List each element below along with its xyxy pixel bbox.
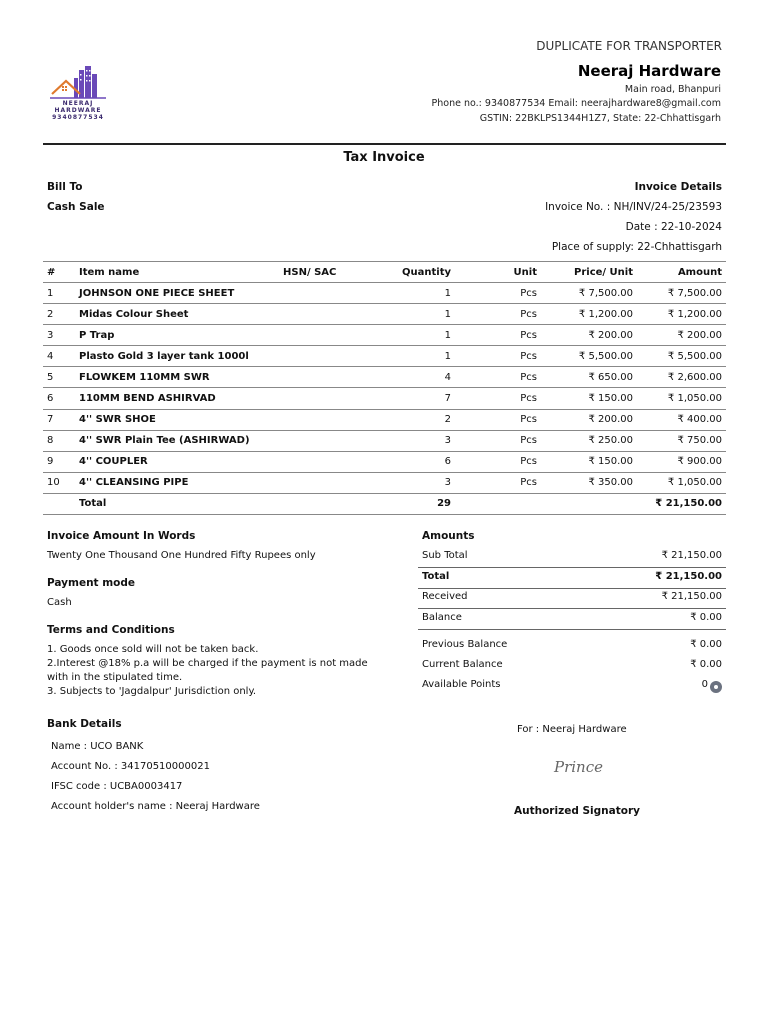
col-header-hsn: HSN/ SAC bbox=[279, 262, 359, 283]
row-quantity: 1 bbox=[359, 283, 455, 304]
col-header-amount: Amount bbox=[637, 262, 726, 283]
amount-words: Twenty One Thousand One Hundred Fifty Rupees only bbox=[47, 550, 316, 561]
company-gstin: GSTIN: 22BKLPS1344H1Z7, State: 22-Chhattisgarh bbox=[479, 113, 721, 124]
row-unit: Pcs bbox=[455, 283, 541, 304]
row-amount: ₹ 400.00 bbox=[637, 409, 726, 430]
bill-to-label: Bill To bbox=[47, 181, 83, 193]
row-quantity: 1 bbox=[359, 304, 455, 325]
logo-line3: 9340877534 bbox=[52, 114, 104, 120]
row-index: 3 bbox=[43, 325, 75, 346]
row-hsn bbox=[279, 451, 359, 472]
row-hsn bbox=[279, 409, 359, 430]
table-row bbox=[43, 283, 726, 304]
row-item-name: 4'' CLEANSING PIPE bbox=[75, 472, 279, 493]
table-row bbox=[43, 451, 726, 472]
row-amount: ₹ 7,500.00 bbox=[637, 283, 726, 304]
received-row bbox=[418, 587, 726, 607]
terms-text bbox=[47, 643, 392, 699]
row-index: 10 bbox=[43, 472, 75, 493]
row-price: ₹ 5,500.00 bbox=[541, 346, 637, 367]
for-company-label: For : Neeraj Hardware bbox=[517, 724, 627, 735]
invoice-details-label: Invoice Details bbox=[634, 181, 722, 193]
points-coin-icon bbox=[710, 681, 722, 693]
amount-words-label: Invoice Amount In Words bbox=[47, 530, 196, 542]
bank-account-number: Account No. : 34170510000021 bbox=[51, 761, 210, 772]
row-index: 4 bbox=[43, 346, 75, 367]
invoice-date: Date : 22-10-2024 bbox=[625, 221, 722, 233]
row-index: 6 bbox=[43, 388, 75, 409]
table-row bbox=[43, 304, 726, 325]
col-header-index: # bbox=[43, 262, 75, 283]
row-hsn bbox=[279, 283, 359, 304]
previous-balance-value: ₹ 0.00 bbox=[690, 639, 722, 650]
row-unit: Pcs bbox=[455, 304, 541, 325]
bank-account-holder: Account holder's name : Neeraj Hardware bbox=[51, 801, 260, 812]
table-row bbox=[43, 388, 726, 409]
row-hsn bbox=[279, 325, 359, 346]
row-item-name: Midas Colour Sheet bbox=[75, 304, 279, 325]
col-header-unit: Unit bbox=[455, 262, 541, 283]
place-of-supply: Place of supply: 22-Chhattisgarh bbox=[551, 241, 722, 253]
row-unit: Pcs bbox=[455, 430, 541, 451]
table-row bbox=[43, 367, 726, 388]
company-name: Neeraj Hardware bbox=[577, 62, 721, 80]
row-price: ₹ 150.00 bbox=[541, 388, 637, 409]
payment-mode-label: Payment mode bbox=[47, 577, 136, 589]
row-item-name: 4'' SWR Plain Tee (ASHIRWAD) bbox=[75, 430, 279, 451]
sub-total-row bbox=[418, 546, 726, 566]
received-label: Received bbox=[422, 591, 468, 602]
row-item-name: JOHNSON ONE PIECE SHEET bbox=[75, 283, 279, 304]
row-price: ₹ 150.00 bbox=[541, 451, 637, 472]
total-label: Total bbox=[75, 493, 279, 514]
company-contact: Phone no.: 9340877534 Email: neerajhardware8@gmail.com bbox=[431, 98, 721, 109]
row-amount: ₹ 750.00 bbox=[637, 430, 726, 451]
row-price: ₹ 1,200.00 bbox=[541, 304, 637, 325]
row-index: 9 bbox=[43, 451, 75, 472]
row-index: 5 bbox=[43, 367, 75, 388]
row-quantity: 3 bbox=[359, 430, 455, 451]
row-quantity: 1 bbox=[359, 325, 455, 346]
table-row bbox=[43, 325, 726, 346]
sub-total-label: Sub Total bbox=[422, 550, 468, 561]
available-points-label: Available Points bbox=[422, 679, 501, 690]
row-hsn bbox=[279, 430, 359, 451]
row-amount: ₹ 1,050.00 bbox=[637, 472, 726, 493]
row-amount: ₹ 2,600.00 bbox=[637, 367, 726, 388]
row-quantity: 1 bbox=[359, 346, 455, 367]
row-quantity: 7 bbox=[359, 388, 455, 409]
row-price: ₹ 7,500.00 bbox=[541, 283, 637, 304]
current-balance-row bbox=[418, 655, 726, 675]
previous-balance-row bbox=[418, 635, 726, 655]
table-row bbox=[43, 430, 726, 451]
company-address: Main road, Bhanpuri bbox=[624, 84, 721, 95]
received-value: ₹ 21,150.00 bbox=[661, 591, 722, 602]
row-quantity: 6 bbox=[359, 451, 455, 472]
row-quantity: 4 bbox=[359, 367, 455, 388]
row-hsn bbox=[279, 367, 359, 388]
row-item-name: 4'' SWR SHOE bbox=[75, 409, 279, 430]
current-balance-label: Current Balance bbox=[422, 659, 503, 670]
balance-row bbox=[418, 608, 726, 628]
bank-ifsc: IFSC code : UCBA0003417 bbox=[51, 781, 183, 792]
terms-line-1: 1. Goods once sold will not be taken back. bbox=[47, 644, 259, 655]
authorized-signatory-label: Authorized Signatory bbox=[514, 805, 640, 817]
row-unit: Pcs bbox=[455, 346, 541, 367]
row-amount: ₹ 900.00 bbox=[637, 451, 726, 472]
balance-value: ₹ 0.00 bbox=[690, 612, 722, 623]
row-unit: Pcs bbox=[455, 388, 541, 409]
bank-name: Name : UCO BANK bbox=[51, 741, 144, 752]
table-total-row bbox=[43, 493, 726, 514]
available-points-row bbox=[418, 675, 726, 695]
bill-to-name: Cash Sale bbox=[47, 201, 105, 213]
current-balance-value: ₹ 0.00 bbox=[690, 659, 722, 670]
row-item-name: 4'' COUPLER bbox=[75, 451, 279, 472]
terms-label: Terms and Conditions bbox=[47, 624, 175, 636]
row-unit: Pcs bbox=[455, 325, 541, 346]
row-unit: Pcs bbox=[455, 367, 541, 388]
payment-mode-value: Cash bbox=[47, 597, 72, 608]
company-logo bbox=[46, 64, 110, 120]
row-index: 8 bbox=[43, 430, 75, 451]
amounts-divider bbox=[418, 629, 726, 630]
logo-line1: NEERAJ bbox=[62, 100, 94, 107]
row-unit: Pcs bbox=[455, 451, 541, 472]
logo-line2: HARDWARE bbox=[54, 107, 102, 114]
row-unit: Pcs bbox=[455, 472, 541, 493]
row-price: ₹ 250.00 bbox=[541, 430, 637, 451]
items-table bbox=[43, 261, 726, 515]
table-row bbox=[43, 409, 726, 430]
row-hsn bbox=[279, 304, 359, 325]
row-item-name: Plasto Gold 3 layer tank 1000l bbox=[75, 346, 279, 367]
amounts-total-value: ₹ 21,150.00 bbox=[655, 571, 722, 582]
row-quantity: 3 bbox=[359, 472, 455, 493]
table-row bbox=[43, 472, 726, 493]
row-index: 7 bbox=[43, 409, 75, 430]
col-header-item: Item name bbox=[75, 262, 279, 283]
row-index: 2 bbox=[43, 304, 75, 325]
copy-label: DUPLICATE FOR TRANSPORTER bbox=[536, 39, 722, 53]
total-row bbox=[418, 567, 726, 587]
total-amount: ₹ 21,150.00 bbox=[637, 493, 726, 514]
row-price: ₹ 650.00 bbox=[541, 367, 637, 388]
total-quantity: 29 bbox=[359, 493, 455, 514]
row-hsn bbox=[279, 388, 359, 409]
sub-total-value: ₹ 21,150.00 bbox=[661, 550, 722, 561]
invoice-number: Invoice No. : NH/INV/24-25/23593 bbox=[545, 201, 722, 213]
balance-label: Balance bbox=[422, 612, 462, 623]
bank-details-label: Bank Details bbox=[47, 718, 122, 730]
amounts-label: Amounts bbox=[422, 530, 475, 542]
signature-image: Prince bbox=[554, 758, 603, 776]
row-index: 1 bbox=[43, 283, 75, 304]
available-points-value: 0 bbox=[701, 679, 708, 690]
terms-line-3: 3. Subjects to 'Jagdalpur' Jurisdiction only. bbox=[47, 686, 257, 697]
row-amount: ₹ 200.00 bbox=[637, 325, 726, 346]
row-amount: ₹ 5,500.00 bbox=[637, 346, 726, 367]
row-unit: Pcs bbox=[455, 409, 541, 430]
col-header-price: Price/ Unit bbox=[541, 262, 637, 283]
row-price: ₹ 200.00 bbox=[541, 409, 637, 430]
row-amount: ₹ 1,200.00 bbox=[637, 304, 726, 325]
col-header-quantity: Quantity bbox=[359, 262, 455, 283]
table-row bbox=[43, 346, 726, 367]
row-item-name: P Trap bbox=[75, 325, 279, 346]
row-price: ₹ 350.00 bbox=[541, 472, 637, 493]
table-header-row bbox=[43, 262, 726, 283]
terms-line-2: 2.Interest @18% p.a will be charged if the payment is not made with in the stipulated time. bbox=[47, 658, 368, 683]
document-title: Tax Invoice bbox=[343, 150, 425, 165]
row-item-name: FLOWKEM 110MM SWR bbox=[75, 367, 279, 388]
row-hsn bbox=[279, 472, 359, 493]
row-quantity: 2 bbox=[359, 409, 455, 430]
amounts-total-label: Total bbox=[422, 571, 450, 582]
row-price: ₹ 200.00 bbox=[541, 325, 637, 346]
previous-balance-label: Previous Balance bbox=[422, 639, 508, 650]
row-amount: ₹ 1,050.00 bbox=[637, 388, 726, 409]
row-hsn bbox=[279, 346, 359, 367]
row-item-name: 110MM BEND ASHIRVAD bbox=[75, 388, 279, 409]
header-divider bbox=[43, 143, 726, 145]
